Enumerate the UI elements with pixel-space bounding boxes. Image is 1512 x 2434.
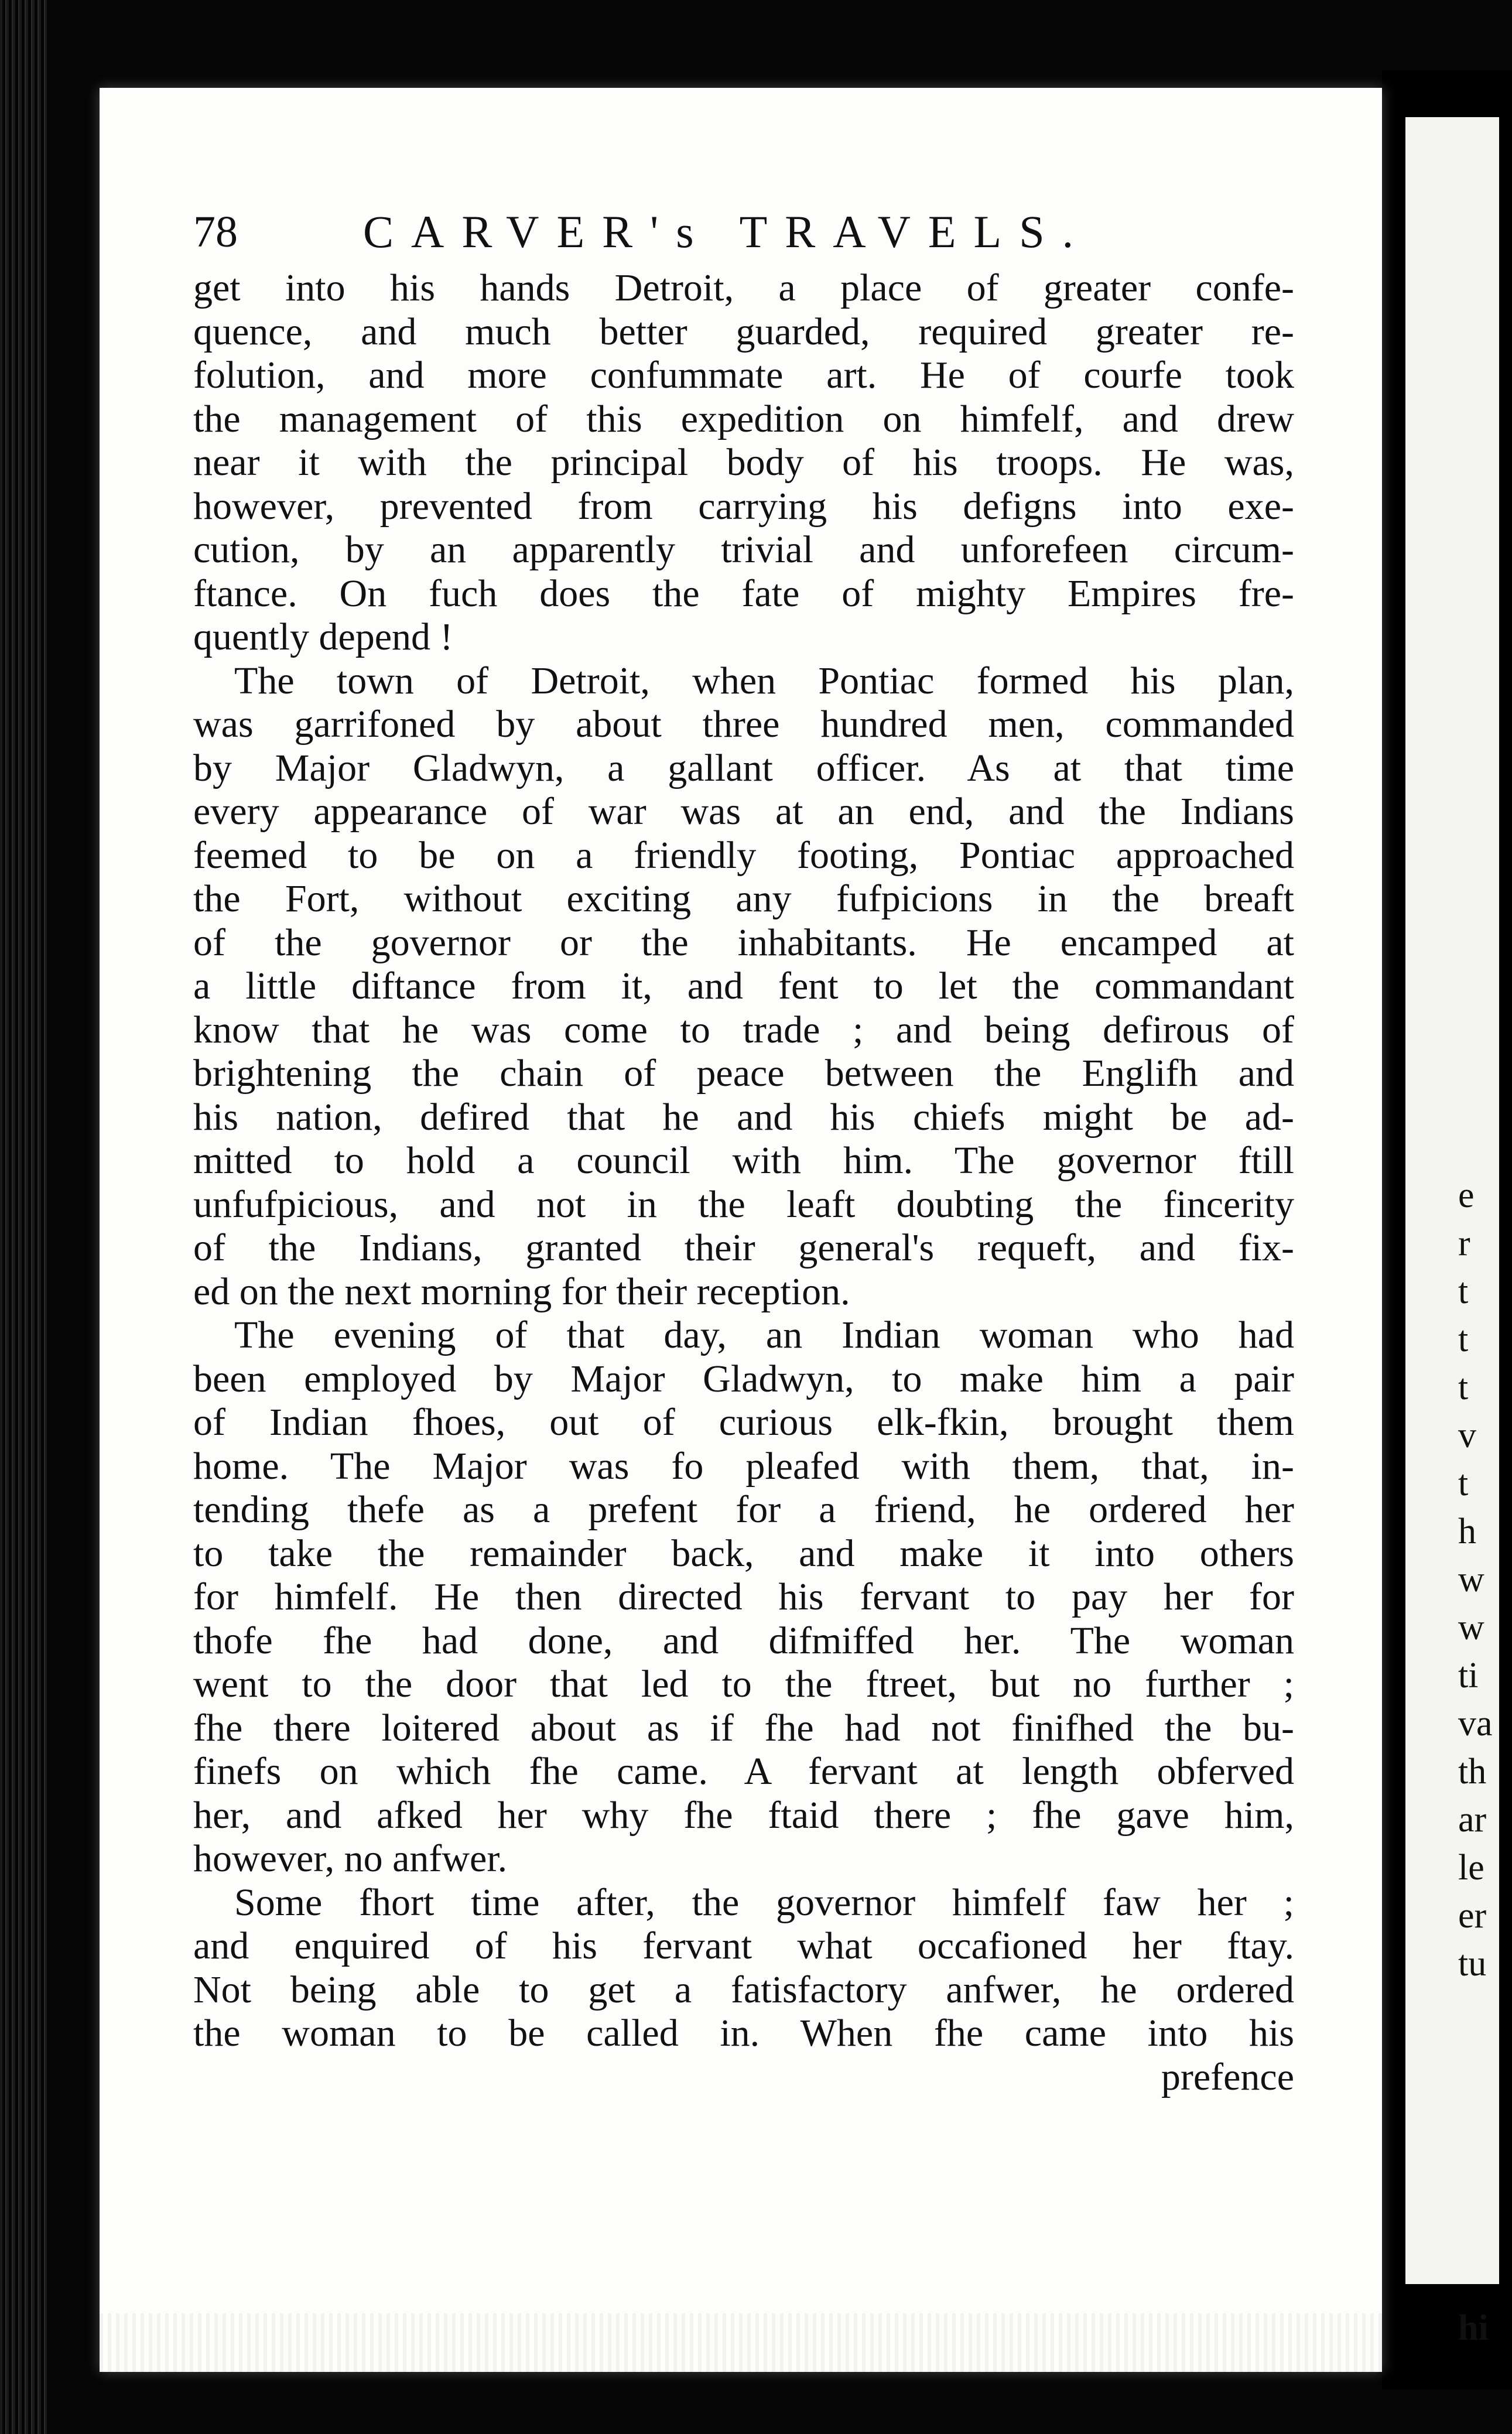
facing-letter: t xyxy=(1458,1464,1469,1503)
paragraph-start-line: The evening of that day, an Indian woman who had xyxy=(234,1314,1294,1356)
text-line: folution, and more confummate art. He of courfe took xyxy=(193,354,1294,396)
text-line: near it with the principal body of his troops. He was, xyxy=(193,441,1294,484)
text-line: ed on the next morning for their reception. xyxy=(193,1270,850,1313)
text-line: cution, by an apparently trivial and unforefeen circum- xyxy=(193,528,1294,571)
text-line: brightening the chain of peace between the Englifh and xyxy=(193,1052,1294,1095)
text-line: of the governor or the inhabitants. He encamped at xyxy=(193,921,1294,964)
text-line: the woman to be called in. When fhe came into his xyxy=(193,2012,1294,2054)
facing-letter: e xyxy=(1458,1175,1475,1215)
text-line: feemed to be on a friendly footing, Pontiac approached xyxy=(193,833,1294,877)
scan-noise xyxy=(100,2313,1382,2372)
book-edge-left xyxy=(0,0,47,2434)
text-line: unfufpicious, and not in the leaft doubting the fincerity xyxy=(193,1182,1294,1226)
text-line: however, no anfwer. xyxy=(193,1837,508,1880)
text-line: quently depend ! xyxy=(193,616,453,658)
facing-letter: t xyxy=(1458,1319,1469,1359)
text-line: to take the remainder back, and make it into others xyxy=(193,1531,1294,1575)
text-line: get into his hands Detroit, a place of greater confe- xyxy=(193,266,1294,309)
facing-letter: w xyxy=(1458,1560,1484,1599)
text-line: for himfelf. He then directed his fervant to pay her for xyxy=(193,1575,1294,1618)
text-line: and enquired of his fervant what occafioned her ftay. xyxy=(193,1924,1294,1967)
running-head: CARVER's TRAVELS. xyxy=(363,206,1092,257)
facing-letter: t xyxy=(1458,1271,1469,1311)
facing-letter: h xyxy=(1458,1512,1476,1551)
text-line: the Fort, without exciting any fufpicions in the breaft xyxy=(193,877,1294,920)
facing-letter: tu xyxy=(1458,1944,1487,1984)
text-line: was garrifoned by about three hundred men, commanded xyxy=(193,703,1294,746)
text-line: the management of this expedition on himfelf, and drew xyxy=(193,397,1294,440)
text-line: quence, and much better guarded, required greater re- xyxy=(193,310,1294,353)
facing-page-letters xyxy=(1458,1171,1505,2352)
facing-letter: w xyxy=(1458,1608,1484,1647)
text-line: fhe there loitered about as if fhe had not finifhed the bu- xyxy=(193,1706,1294,1749)
body-text xyxy=(193,266,1294,2099)
facing-letter: ti xyxy=(1458,1656,1479,1695)
facing-letter: t xyxy=(1458,1368,1469,1407)
facing-letter: th xyxy=(1458,1752,1487,1792)
page-header xyxy=(193,197,1294,267)
text-line: tending thefe as a prefent for a friend, he ordered her xyxy=(193,1488,1294,1531)
text-line: finefs on which fhe came. A fervant at length obferved xyxy=(193,1750,1294,1793)
facing-letter: er xyxy=(1458,1896,1487,1936)
text-line: ftance. On fuch does the fate of mighty Empires fre- xyxy=(193,572,1294,615)
text-line: home. The Major was fo pleafed with them, that, in- xyxy=(193,1444,1294,1488)
facing-letter: v xyxy=(1458,1416,1476,1455)
text-line: went to the door that led to the ftreet, but no further ; xyxy=(193,1663,1294,1705)
text-line: by Major Gladwyn, a gallant officer. As at that time xyxy=(193,746,1294,789)
facing-letter: va xyxy=(1458,1704,1493,1744)
text-line: Not being able to get a fatisfactory anfwer, he ordered xyxy=(193,1968,1294,2011)
text-line: been employed by Major Gladwyn, to make him a pair xyxy=(193,1357,1294,1400)
facing-letter: ar xyxy=(1458,1800,1487,1840)
text-line: know that he was come to trade ; and being defirous of xyxy=(193,1008,1294,1051)
paragraph-start-line: Some fhort time after, the governor himfelf faw her ; xyxy=(234,1881,1294,1924)
text-line: mitted to hold a council with him. The governor ftill xyxy=(193,1139,1294,1182)
text-line: thofe fhe had done, and difmiffed her. The woman xyxy=(193,1619,1294,1662)
text-line: her, and afked her why fhe ftaid there ; fhe gave him, xyxy=(193,1793,1294,1837)
facing-letter: le xyxy=(1458,1848,1484,1888)
text-line: of Indian fhoes, out of curious elk-fkin, brought them xyxy=(193,1401,1294,1444)
page-number: 78 xyxy=(193,207,238,257)
facing-letter: r xyxy=(1458,1223,1470,1263)
text-line: a little diftance from it, and fent to let the commandant xyxy=(193,965,1294,1007)
text-line: of the Indians, granted their general's requeft, and fix- xyxy=(193,1226,1294,1269)
catchword: prefence xyxy=(1161,2055,1294,2098)
text-line: however, prevented from carrying his defigns into exe- xyxy=(193,484,1294,528)
facing-letter: hi xyxy=(1458,2308,1489,2348)
paragraph-start-line: The town of Detroit, when Pontiac formed his plan, xyxy=(234,659,1294,702)
text-line: his nation, defired that he and his chiefs might be ad- xyxy=(193,1095,1294,1139)
text-line: every appearance of war was at an end, and the Indians xyxy=(193,790,1294,833)
